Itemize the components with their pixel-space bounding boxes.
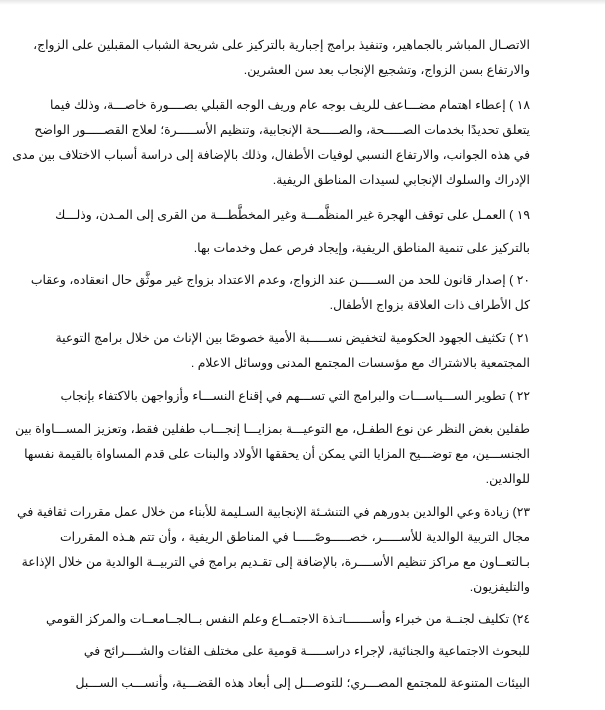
paragraph-line: بـالتعــاون مع مراكز تنظيم الأســــرة، بالإضافة إلى تقـديم برامج في التربيــة الوالدية من خلال الإذاعة (21, 555, 530, 569)
paragraph-line: الجنســـين، مع توضـــيح المزايا التي يمكن أن يحققها الأولاد والبنات على قدم المساواة بالقيمة نفسها (24, 447, 530, 461)
paragraph-line: ٢٠ ) إصدار قانون للحد من الســـــن عند الزواج، وعدم الاعتداد بزواج غير موثَّق حال انعقاده، وعقاب (30, 273, 530, 287)
paragraph-line: الاتصـال المباشر بالجماهير، وتنفيذ برامج إجبارية بالتركيز على شريحة الشباب المقبلين على الزواج، (33, 38, 530, 52)
paragraph-line: في هذه الجوانب، والارتفاع النسبي لوفيات الأطفال، وذلك بالإضافة إلى دراسة أسباب الاختلاف بين مدى (12, 148, 530, 162)
paragraph-line: ١٩ ) العمـل على توقف الهجرة غير المنظَّمـــة وغير المخطَّطـــة من القرى إلى المـدن، وذلـــك (55, 208, 530, 222)
paragraph-line: والارتفاع بسن الزواج، وتشجيع الإنجاب بعد سن العشرين. (243, 63, 530, 77)
paragraph-line: مجال التربية الوالدية للأســـــر، خصـــــوصًـــــا في المناطق الريفية ، وأن تتم هـذه المقررات (60, 530, 530, 544)
paragraph-line: ٢١ ) تكثيف الجهود الحكومية لتخفيض نســـــبة الأمية خصوصًا بين الإناث من خلال برامج التوعية (55, 331, 530, 345)
paragraph-line: المجتمعية بالاشتراك مع مؤسسات المجتمع المدنى ووسائل الاعلام . (190, 356, 530, 370)
paragraph-line: للوالدين. (485, 472, 530, 486)
paragraph-line: للبحوث الاجتماعية والجنائية، لإجراء دراســـــة قومية على مختلف الفئات والشــــرائح في (83, 644, 530, 658)
paragraph-line: ٢٣) زيادة وعي الوالدين بدورهم في التنشـئة الإنجابية السـليمة للأبناء من خلال عمل مقررات ثقافية في (17, 505, 530, 519)
paragraph-line: بالتركيز على تنمية المناطق الريفية، وإيجاد فرص عمل وخدمات بها. (193, 241, 530, 255)
paragraph-line: كل الأطراف ذات العلاقة بزواج الأطفال. (329, 298, 530, 312)
paragraph-line: الإدراك والسلوك الإنجابي لسيدات المناطق الريفية. (272, 173, 530, 187)
paragraph-line: يتعلق تحديدًا بخدمات الصـــــحة، والصـــــحة الإنجابية، وتنظيم الأســـــرة؛ لعلاج القصـــــور الواضح (34, 123, 530, 137)
paragraph-line: طفلين بغض النظر عن نوع الطفـل، مع التوعيـــة بمزايـــا إنجـــاب طفلين فقط، وتعزيز المســـاواة بين (15, 422, 530, 436)
paragraph-line: ١٨ ) إعطاء اهتمام مضـــاعف للريف بوجه عام وريف الوجه القبلي بصــــورة خاصـــة، وذلك فيما (49, 98, 530, 112)
paragraph-line: ٢٢ ) تطوير الســـياســـات والبرامج التي تســـهم في إقناع النســـاء وأزواجهن بالاكتفاء بإنجاب (60, 389, 530, 403)
paragraph-line: ٢٤) تكليف لجنــة من خبراء وأســـــــاتـذة الاجتمــاع وعلم النفس بــالجــامعــات والمركز القومي (46, 612, 530, 626)
paragraph-line: البيئات المتنوعة للمجتمع المصـــري؛ للتوصـــل إلى أبعاد هذه القضـــية، وأنســـب الســـبل (75, 676, 530, 690)
page-top-shadow (0, 0, 605, 5)
paragraph-line: والتليفزيون. (469, 580, 530, 594)
